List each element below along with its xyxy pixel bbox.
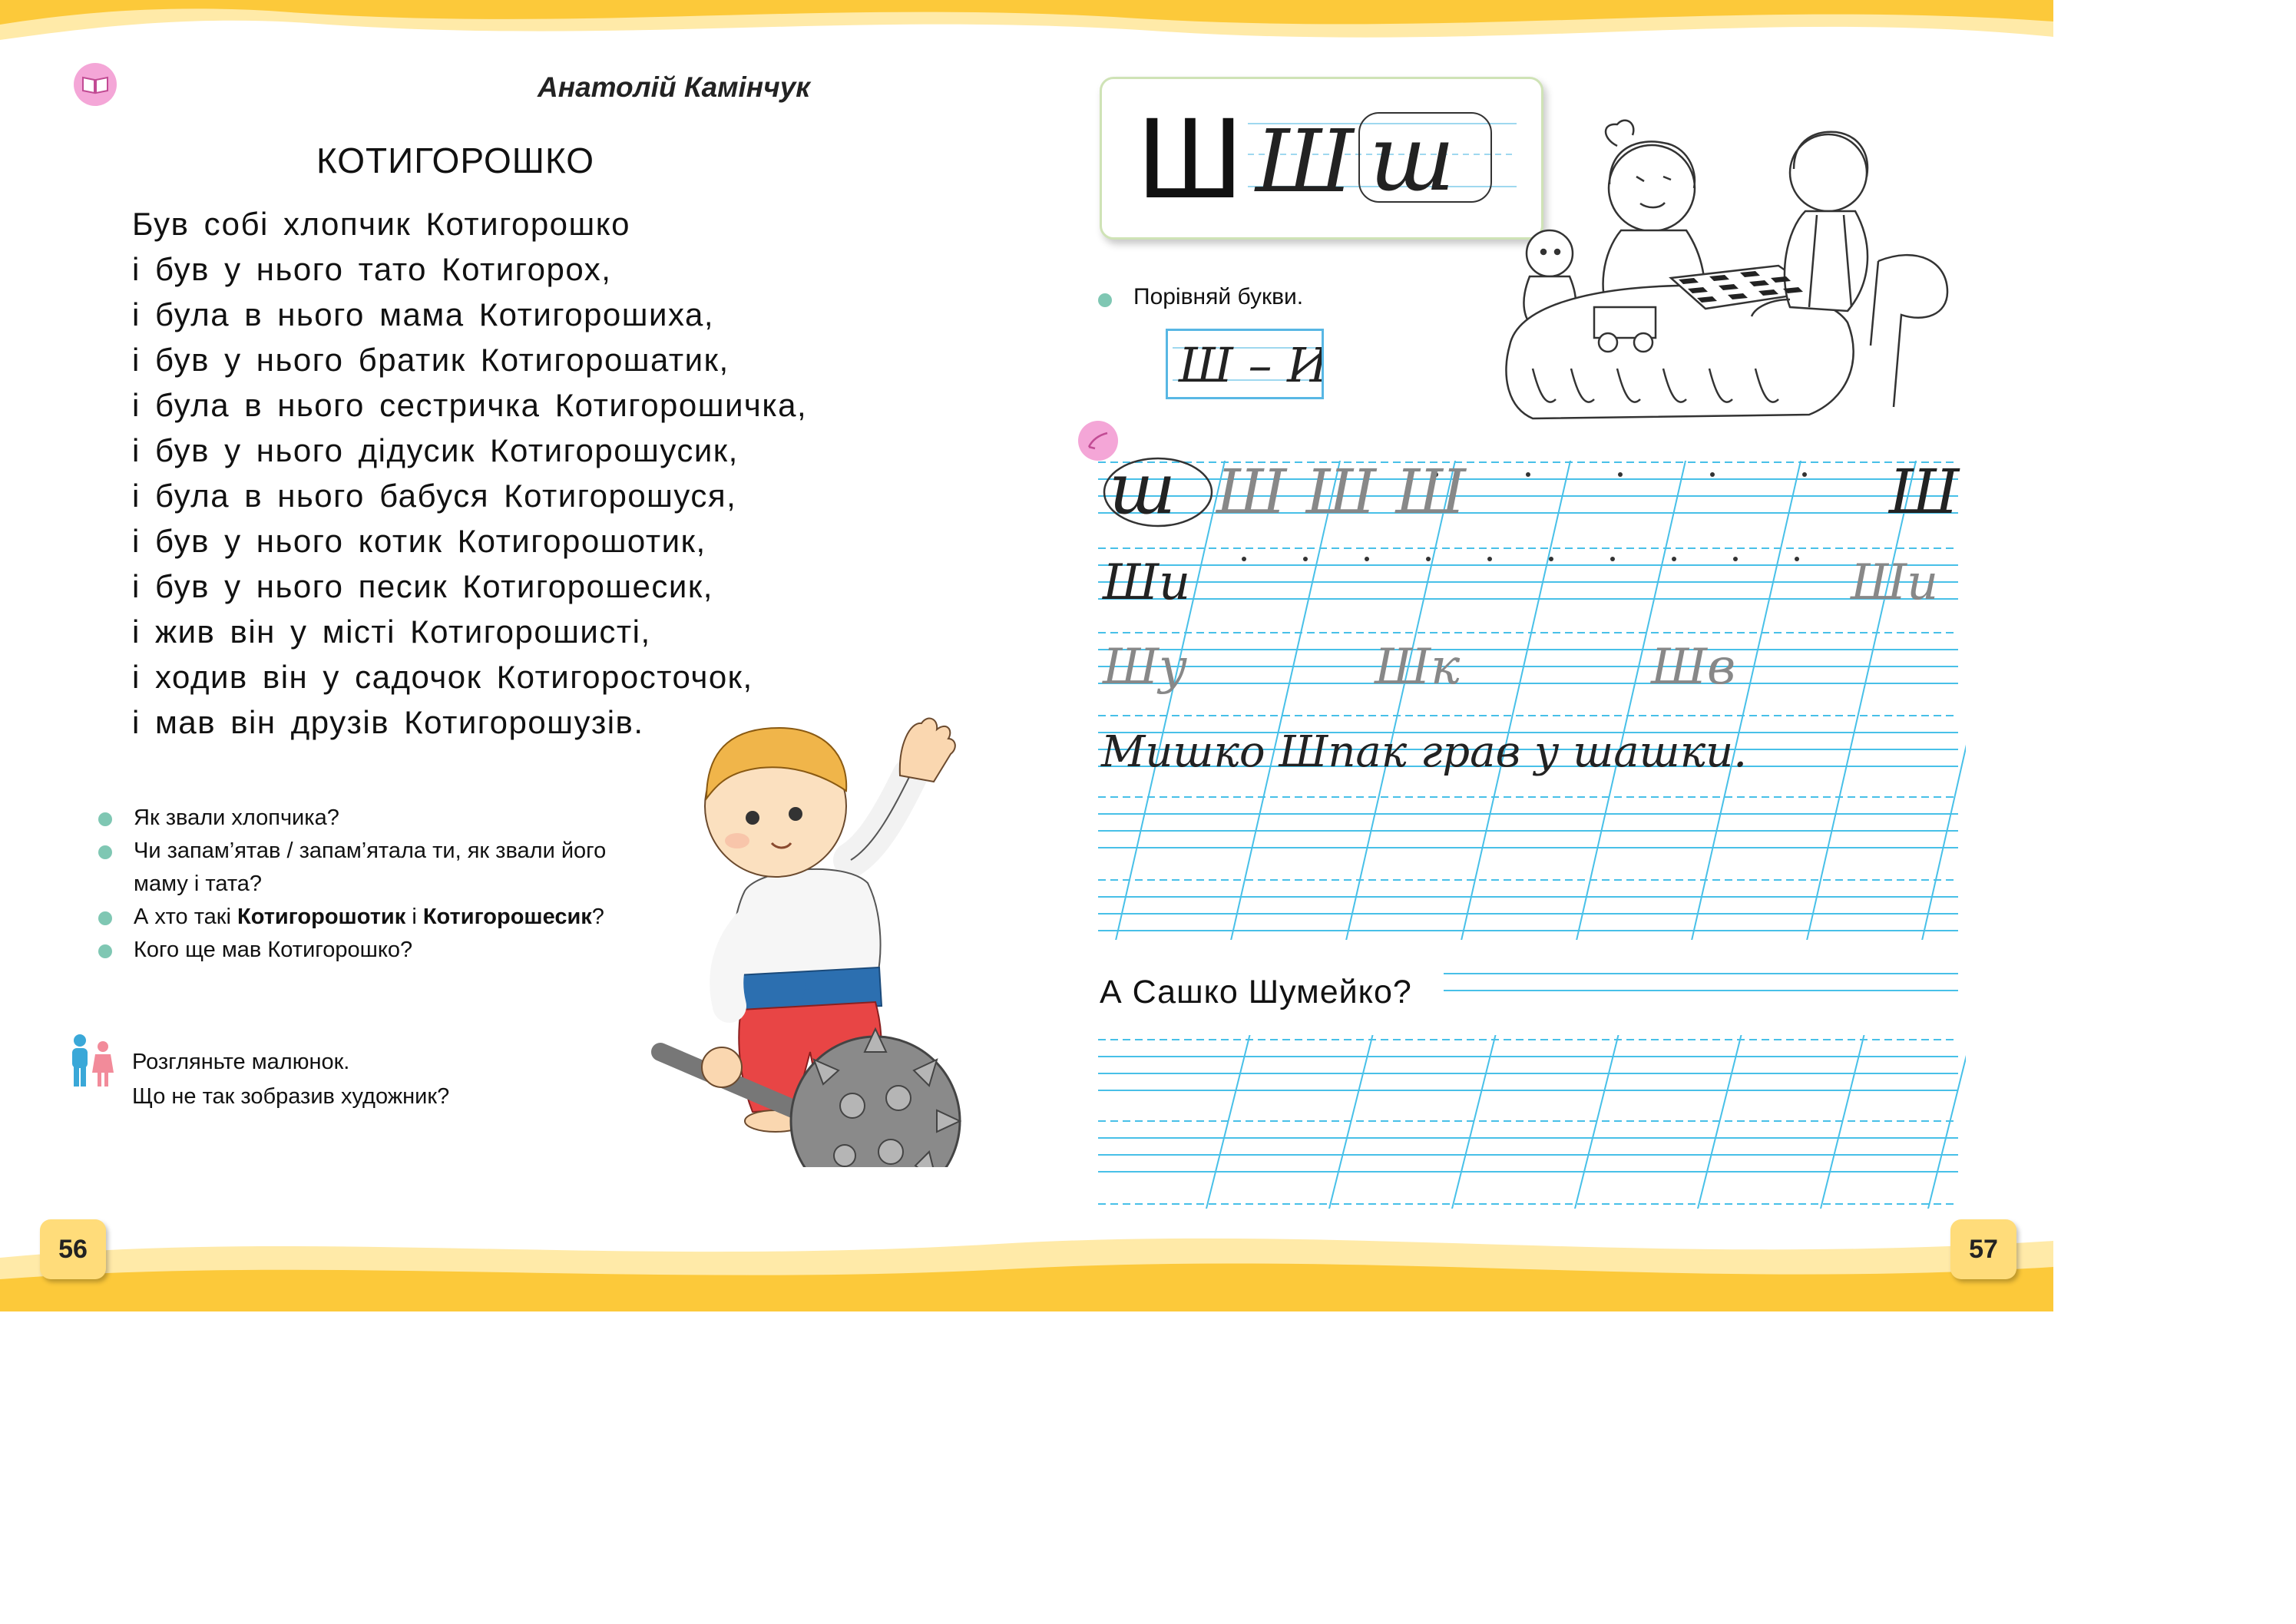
letter-card (1100, 77, 1543, 240)
model-sentence: Мишко Шпак грав у шашки. (1101, 727, 1748, 777)
poem-line: і жив він у місті Котигорошисті, (132, 614, 651, 650)
poem-line: і була в нього сестричка Котигорошичка, (132, 387, 808, 423)
poem-text (132, 201, 807, 745)
cursive-upper-letter: Ш (1256, 112, 1354, 212)
row3-syllable: Шу (1103, 639, 1188, 696)
bullet-dot (98, 911, 112, 925)
row3-syllable: Шв (1651, 639, 1736, 696)
row2-end: Ши (1851, 554, 1939, 611)
question-item: Чи запам’ятав / запам’ятала ти, як звали його маму і тата? (98, 835, 667, 901)
poem-line: Був собі хлопчик Котигорошко (132, 206, 630, 242)
question-item: Як звали хлопчика? (98, 802, 667, 835)
kotyhoroshko-illustration (645, 691, 998, 1167)
question-item: Кого ще мав Котигорошко? (98, 934, 667, 967)
poem-line: і був у нього тато Котигорох, (132, 251, 612, 287)
compare-letters-box (1166, 329, 1324, 399)
poem-line: і був у нього братик Котигорошатик, (132, 342, 729, 378)
follow-up-question: А Сашко Шумейко? (1100, 974, 1412, 1010)
reading-icon (74, 63, 117, 106)
printed-letter: Ш (1137, 93, 1243, 222)
poem-title: КОТИГОРОШКО (316, 141, 594, 180)
question-item: А хто такі Котигорошотик і Котигорошесик? (98, 901, 667, 934)
poem-line: і був у нього песик Котигорошесик, (132, 568, 713, 604)
bullet-dot (98, 845, 112, 859)
task-text: Розгляньте малюнок. Що не так зобразив художник? (132, 1050, 450, 1109)
pair-work-icon (65, 1033, 118, 1088)
poem-line: і ходив він у садочок Котигоросточок, (132, 659, 753, 695)
poem-line: і був у нього котик Котигорошотик, (132, 523, 706, 559)
top-decorative-band (0, 0, 2053, 69)
compare-pair: Ш – И (1179, 337, 1322, 393)
poem-line: і мав він друзів Котигорошузів. (132, 704, 644, 740)
row3-syllable: Шк (1375, 639, 1461, 696)
bullet-dot (98, 812, 112, 826)
author-name: Анатолій Камінчук (538, 71, 811, 103)
cursive-letters (1102, 79, 1541, 237)
page-number-left: 56 (40, 1219, 106, 1279)
copybook-lines (1098, 444, 1966, 1212)
row1-model: Ш Ш Ш (1216, 456, 1466, 528)
model-letter-lower: ш (1109, 448, 1176, 530)
bullet-dot (1098, 293, 1112, 307)
question-list (98, 802, 667, 967)
bottom-decorative-band (0, 1213, 2053, 1311)
row1-end: Ш (1889, 456, 1960, 528)
children-checkers-illustration (1487, 115, 1978, 438)
textbook-spread: Анатолій Камінчук КОТИГОРОШКО Був собі хлопчик Котигорошко і був у нього тато Котигорох, і була в нього мама Котигорошиха, і був у нього братик Котигорошатик, і була в нього сестричка Котигорошичка, і був у нього дідусик Котигорошусик, і була в нього бабуся Котигорошуся, і був у нього котик Котигорошотик, і був у нього песик Котигорошесик, і жив він у місті Котигорошисті, і ходив він у садочок Котигоросточок, і мав він друзів Котигорошузів. Як звали хлопчика? Чи запам’ятав / запам’ятала ти, як звали його маму і тата? А хто такі Котигорошотик і Котигорошесик? Кого ще мав Котигорошко? Розгляньте малюнок. Що не так зобразив художник? 56 Ш Ш ш Порівняй букви. Ш – И ш Ш Ш Ш Ш Ши Ши Шу Шк Шв Мишко Шпак грав у шашки. А Сашко Шумейко? 57 (0, 0, 2053, 1311)
page-number-right: 57 (1950, 1219, 2016, 1279)
cursive-lower-letter: ш (1369, 105, 1455, 211)
row2-start: Ши (1103, 554, 1191, 611)
bullet-dot (98, 944, 112, 958)
poem-line: і була в нього мама Котигорошиха, (132, 296, 715, 332)
poem-line: і була в нього бабуся Котигорошуся, (132, 478, 737, 514)
poem-line: і був у нього дідусик Котигорошусик, (132, 432, 739, 468)
